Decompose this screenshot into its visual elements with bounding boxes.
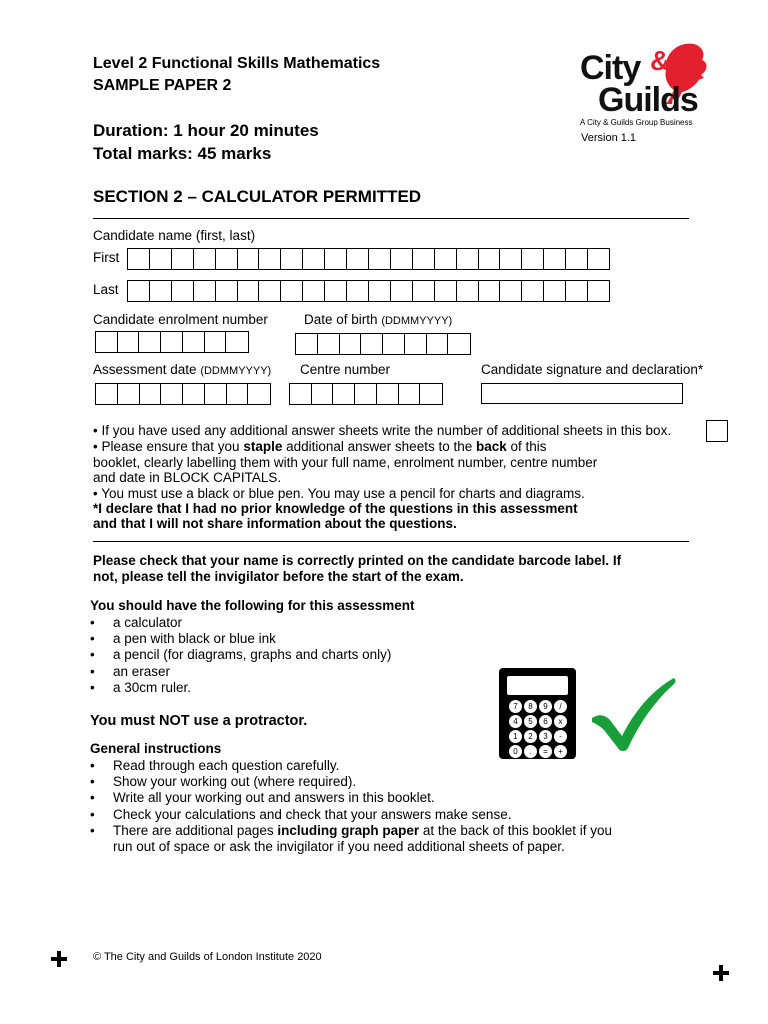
dob-label-text: Date of birth bbox=[304, 312, 378, 327]
graph-paper-bold: including graph paper bbox=[277, 822, 420, 838]
char-box[interactable] bbox=[216, 249, 238, 269]
char-box[interactable] bbox=[281, 281, 303, 301]
char-box[interactable] bbox=[457, 281, 479, 301]
calculator-key: - bbox=[554, 730, 567, 743]
char-box[interactable] bbox=[391, 249, 413, 269]
char-box[interactable] bbox=[96, 332, 118, 352]
char-box[interactable] bbox=[172, 281, 194, 301]
char-box[interactable] bbox=[161, 384, 183, 404]
list-item: • a pencil (for diagrams, graphs and charts only) bbox=[90, 647, 391, 663]
calculator-key: 6 bbox=[539, 715, 552, 728]
assessment-date-boxes[interactable] bbox=[95, 383, 271, 405]
dob-label bbox=[304, 312, 452, 329]
char-box[interactable] bbox=[150, 281, 172, 301]
general-list bbox=[90, 758, 612, 855]
duration: Duration: 1 hour 20 minutes bbox=[93, 121, 319, 140]
char-box[interactable] bbox=[161, 332, 183, 352]
assessment-date-label bbox=[93, 362, 271, 379]
char-box[interactable] bbox=[140, 384, 162, 404]
char-box[interactable] bbox=[303, 249, 325, 269]
char-box[interactable] bbox=[566, 281, 588, 301]
list-item: • Show your working out (where required). bbox=[90, 774, 612, 790]
logo-tagline: A City & Guilds Group Business bbox=[580, 118, 693, 127]
calculator-display bbox=[507, 676, 568, 695]
calculator-key: + bbox=[554, 745, 567, 758]
first-name-label: First bbox=[93, 250, 120, 265]
registration-cross-icon bbox=[713, 965, 729, 981]
no-protractor: You must NOT use a protractor. bbox=[90, 713, 308, 729]
char-box[interactable] bbox=[118, 384, 140, 404]
char-box[interactable] bbox=[325, 281, 347, 301]
char-box[interactable] bbox=[588, 281, 609, 301]
calculator-key: 4 bbox=[509, 715, 522, 728]
note-staple-text-3: of this bbox=[506, 439, 547, 454]
version-label: Version 1.1 bbox=[581, 132, 637, 144]
char-box[interactable] bbox=[312, 384, 334, 404]
char-box[interactable] bbox=[566, 249, 588, 269]
char-box[interactable] bbox=[479, 281, 501, 301]
char-box[interactable] bbox=[118, 332, 140, 352]
equipment-list bbox=[90, 615, 391, 696]
char-box[interactable] bbox=[226, 332, 248, 352]
additional-sheets-box[interactable] bbox=[706, 420, 728, 442]
list-item: • Read through each question carefully. bbox=[90, 758, 612, 774]
dob-format: (DDMMYYYY) bbox=[381, 315, 453, 327]
calculator-key: 5 bbox=[524, 715, 537, 728]
candidate-name-label: Candidate name (first, last) bbox=[93, 228, 256, 243]
char-box[interactable] bbox=[355, 384, 377, 404]
char-box[interactable] bbox=[361, 334, 383, 354]
list-item bbox=[90, 823, 612, 855]
char-box[interactable] bbox=[544, 281, 566, 301]
calculator-keypad bbox=[509, 700, 567, 758]
char-box[interactable] bbox=[194, 249, 216, 269]
char-box[interactable] bbox=[457, 249, 479, 269]
char-box[interactable] bbox=[413, 281, 435, 301]
calculator-key: 8 bbox=[524, 700, 537, 713]
char-box[interactable] bbox=[128, 249, 150, 269]
char-box[interactable] bbox=[172, 249, 194, 269]
char-box[interactable] bbox=[377, 384, 399, 404]
char-box[interactable] bbox=[303, 281, 325, 301]
char-box[interactable] bbox=[500, 281, 522, 301]
char-box[interactable] bbox=[479, 249, 501, 269]
char-box[interactable] bbox=[96, 384, 118, 404]
list-item: • Check your calculations and check that your answers make sense. bbox=[90, 807, 612, 823]
centre-number-label: Centre number bbox=[300, 362, 391, 377]
paper-subtitle: SAMPLE PAPER 2 bbox=[93, 77, 232, 94]
signature-box[interactable] bbox=[481, 383, 683, 404]
note-back-bold: back bbox=[475, 439, 507, 454]
char-box[interactable] bbox=[238, 249, 260, 269]
char-box[interactable] bbox=[296, 334, 318, 354]
char-box[interactable] bbox=[205, 332, 227, 352]
section-title: SECTION 2 – CALCULATOR PERMITTED bbox=[93, 187, 422, 206]
char-box[interactable] bbox=[435, 249, 457, 269]
char-box[interactable] bbox=[281, 249, 303, 269]
signature-label: Candidate signature and declaration* bbox=[481, 362, 704, 377]
note-labelling: booklet, clearly labelling them with your full name, enrolment number, centre number bbox=[93, 455, 598, 470]
char-box[interactable] bbox=[183, 332, 205, 352]
calculator-key: 1 bbox=[509, 730, 522, 743]
centre-number-boxes[interactable] bbox=[289, 383, 443, 405]
char-box[interactable] bbox=[383, 334, 405, 354]
char-box[interactable] bbox=[347, 281, 369, 301]
char-box[interactable] bbox=[183, 384, 205, 404]
calculator-key: 0 bbox=[509, 745, 522, 758]
char-box[interactable] bbox=[588, 249, 609, 269]
char-box[interactable] bbox=[427, 334, 449, 354]
general-heading: General instructions bbox=[90, 741, 222, 756]
note-block-capitals: and date in BLOCK CAPITALS. bbox=[93, 470, 282, 485]
calculator-key: = bbox=[539, 745, 552, 758]
char-box[interactable] bbox=[369, 249, 391, 269]
total-marks: Total marks: 45 marks bbox=[93, 144, 272, 163]
barcode-check-line2: not, please tell the invigilator before the start of the exam. bbox=[93, 569, 464, 584]
dob-boxes[interactable] bbox=[295, 333, 471, 355]
char-box[interactable] bbox=[391, 281, 413, 301]
paper-title: Level 2 Functional Skills Mathematics bbox=[93, 55, 381, 72]
char-box[interactable] bbox=[238, 281, 260, 301]
divider-middle bbox=[93, 541, 689, 542]
char-box[interactable] bbox=[522, 249, 544, 269]
first-name-boxes[interactable] bbox=[127, 248, 610, 270]
calculator-icon bbox=[499, 668, 576, 759]
char-box[interactable] bbox=[333, 384, 355, 404]
calculator-key: / bbox=[554, 700, 567, 713]
declaration-line2: and that I will not share information about the questions. bbox=[93, 516, 457, 531]
enrolment-boxes[interactable] bbox=[95, 331, 249, 353]
copyright-footer: © The City and Guilds of London Institute 2020 bbox=[93, 951, 322, 963]
char-box[interactable] bbox=[227, 384, 249, 404]
note-pen: • You must use a black or blue pen. You may use a pencil for charts and diagrams. bbox=[93, 486, 585, 501]
list-item: • an eraser bbox=[90, 664, 391, 680]
note-staple-bold: staple bbox=[243, 439, 283, 454]
city-guilds-logo bbox=[578, 40, 718, 140]
char-box[interactable] bbox=[347, 249, 369, 269]
divider-top bbox=[93, 218, 689, 219]
tick-icon bbox=[590, 676, 678, 754]
char-box[interactable] bbox=[500, 249, 522, 269]
last-name-boxes[interactable] bbox=[127, 280, 610, 302]
note-staple-text: • Please ensure that you bbox=[93, 439, 244, 454]
char-box[interactable] bbox=[318, 334, 340, 354]
general-last-line2: run out of space or ask the invigilator if you need additional sheets of paper. bbox=[113, 839, 565, 855]
char-box[interactable] bbox=[413, 249, 435, 269]
char-box[interactable] bbox=[194, 281, 216, 301]
assessment-date-text: Assessment date bbox=[93, 362, 197, 377]
char-box[interactable] bbox=[259, 249, 281, 269]
char-box[interactable] bbox=[522, 281, 544, 301]
char-box[interactable] bbox=[128, 281, 150, 301]
assessment-date-format: (DDMMYYYY) bbox=[200, 365, 272, 377]
logo-ampersand: & bbox=[650, 45, 671, 76]
calculator-key: 9 bbox=[539, 700, 552, 713]
general-last-text: There are additional pages bbox=[113, 822, 278, 838]
logo-city: City bbox=[580, 49, 641, 87]
calculator-key: 7 bbox=[509, 700, 522, 713]
calculator-key: . bbox=[524, 745, 537, 758]
list-item: • a calculator bbox=[90, 615, 391, 631]
char-box[interactable] bbox=[420, 384, 442, 404]
calculator-key: 2 bbox=[524, 730, 537, 743]
barcode-check-line1: Please check that your name is correctly printed on the candidate barcode label. If bbox=[93, 553, 622, 568]
char-box[interactable] bbox=[369, 281, 391, 301]
declaration-line1: *I declare that I had no prior knowledge of the questions in this assessment bbox=[93, 501, 578, 516]
calculator-key: 3 bbox=[539, 730, 552, 743]
char-box[interactable] bbox=[325, 249, 347, 269]
logo-guilds: Guilds bbox=[598, 81, 698, 119]
general-last-text-2: at the back of this booklet if you bbox=[419, 822, 613, 838]
char-box[interactable] bbox=[216, 281, 238, 301]
registration-cross-icon bbox=[51, 951, 67, 967]
note-staple-text-2: additional answer sheets to the bbox=[282, 439, 476, 454]
char-box[interactable] bbox=[259, 281, 281, 301]
char-box[interactable] bbox=[544, 249, 566, 269]
char-box[interactable] bbox=[139, 332, 161, 352]
calculator-key: x bbox=[554, 715, 567, 728]
list-item: • a pen with black or blue ink bbox=[90, 631, 391, 647]
list-item: • Write all your working out and answers in this booklet. bbox=[90, 790, 612, 806]
char-box[interactable] bbox=[435, 281, 457, 301]
char-box[interactable] bbox=[448, 334, 470, 354]
char-box[interactable] bbox=[399, 384, 421, 404]
char-box[interactable] bbox=[205, 384, 227, 404]
enrolment-label: Candidate enrolment number bbox=[93, 312, 268, 327]
char-box[interactable] bbox=[340, 334, 362, 354]
equipment-heading: You should have the following for this assessment bbox=[90, 598, 415, 613]
list-item: • a 30cm ruler. bbox=[90, 680, 391, 696]
note-staple bbox=[93, 439, 547, 455]
char-box[interactable] bbox=[290, 384, 312, 404]
char-box[interactable] bbox=[150, 249, 172, 269]
last-name-label: Last bbox=[93, 282, 119, 297]
note-additional-sheets: • If you have used any additional answer sheets write the number of additional sheets in this box. bbox=[93, 423, 672, 438]
char-box[interactable] bbox=[248, 384, 270, 404]
char-box[interactable] bbox=[405, 334, 427, 354]
